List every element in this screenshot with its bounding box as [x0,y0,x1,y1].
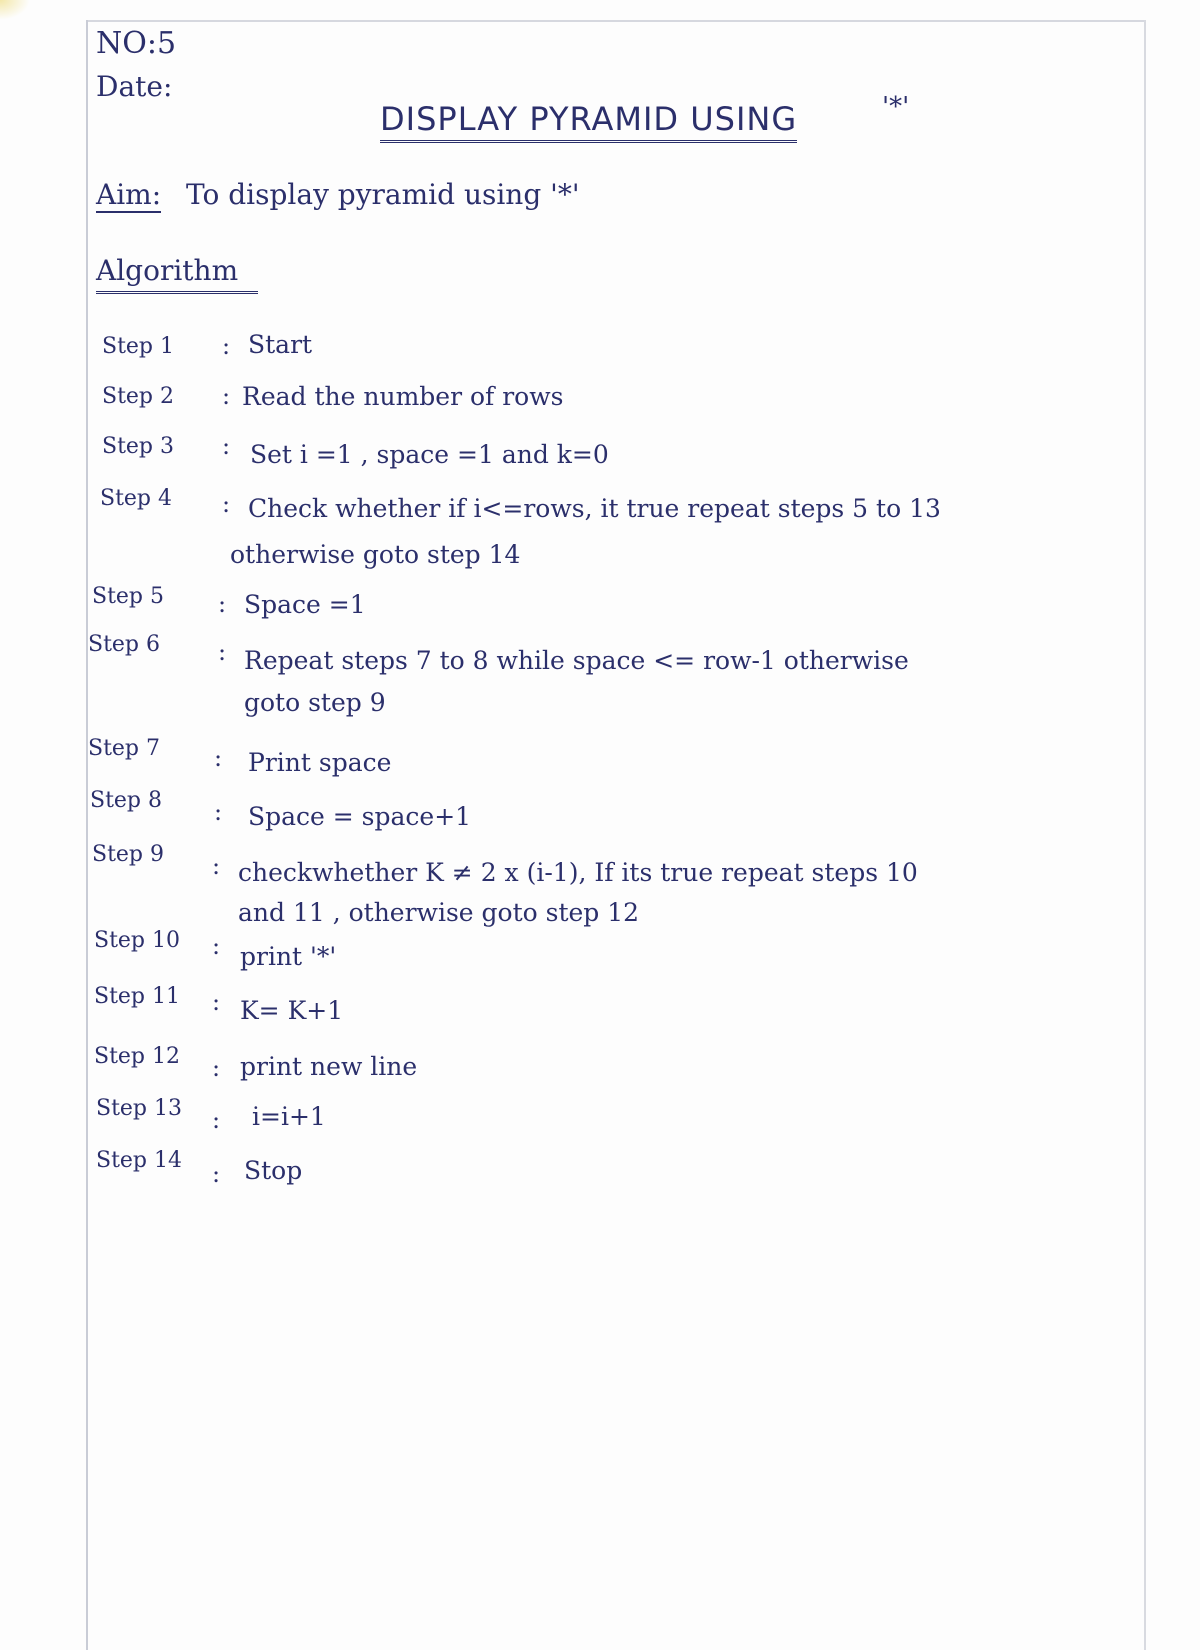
experiment-number: NO:5 [96,26,177,61]
step-separator: : [222,332,231,360]
step-separator: : [212,1106,221,1134]
step-text: Set i =1 , space =1 and k=0 [250,440,609,469]
step-text: and 11 , otherwise goto step 12 [238,898,640,927]
step-label: Step 7 [88,736,161,761]
step-label: Step 5 [92,584,165,609]
step-text: goto step 9 [244,688,386,717]
step-label: Step 13 [96,1096,183,1121]
step-label: Step 8 [90,788,163,813]
step-separator: : [222,382,231,410]
step-text: checkwhether K ≠ 2 x (i-1), If its true repeat steps 10 [238,858,918,887]
step-text: Start [248,330,313,359]
step-text: Stop [244,1156,303,1185]
step-label: Step 1 [102,334,175,359]
page-title: DISPLAY PYRAMID USING [380,100,797,143]
step-label: Step 11 [94,984,181,1009]
step-separator: : [212,1160,221,1188]
step-separator: : [222,490,231,518]
page-margin-top [86,20,1146,22]
step-label: Step 9 [92,842,165,867]
algorithm-heading: Algorithm [96,254,258,294]
step-separator: : [212,988,221,1016]
step-label: Step 12 [94,1044,181,1069]
step-label: Step 4 [100,486,173,511]
step-separator: : [214,798,223,826]
aim-label: Aim: [96,178,162,211]
step-text: otherwise goto step 14 [230,540,521,569]
step-label: Step 3 [102,434,175,459]
step-text: i=i+1 [252,1102,326,1131]
step-separator: : [212,1054,221,1082]
page-margin-right [1144,20,1146,1650]
step-separator: : [218,590,227,618]
step-separator: : [218,638,227,666]
aim-text: To display pyramid using '*' [186,178,580,211]
date-label: Date: [96,70,173,103]
page-title-symbol: '*' [882,92,910,122]
step-separator: : [212,932,221,960]
step-separator: : [222,432,231,460]
step-text: print new line [240,1052,418,1081]
step-label: Step 14 [96,1148,183,1173]
paper-stain [0,0,30,20]
step-text: Space = space+1 [248,802,472,831]
step-label: Step 10 [94,928,181,953]
step-separator: : [212,852,221,880]
step-text: Repeat steps 7 to 8 while space <= row-1 otherwise [244,646,909,675]
step-text: Space =1 [244,590,366,619]
step-text: K= K+1 [240,996,344,1025]
step-label: Step 2 [102,384,175,409]
page-margin-left [86,20,88,1650]
step-text: print '*' [240,942,337,971]
step-text: Print space [248,748,392,777]
step-label: Step 6 [88,632,161,657]
step-separator: : [214,744,223,772]
step-text: Read the number of rows [242,382,564,411]
step-text: Check whether if i<=rows, it true repeat steps 5 to 13 [248,494,941,523]
